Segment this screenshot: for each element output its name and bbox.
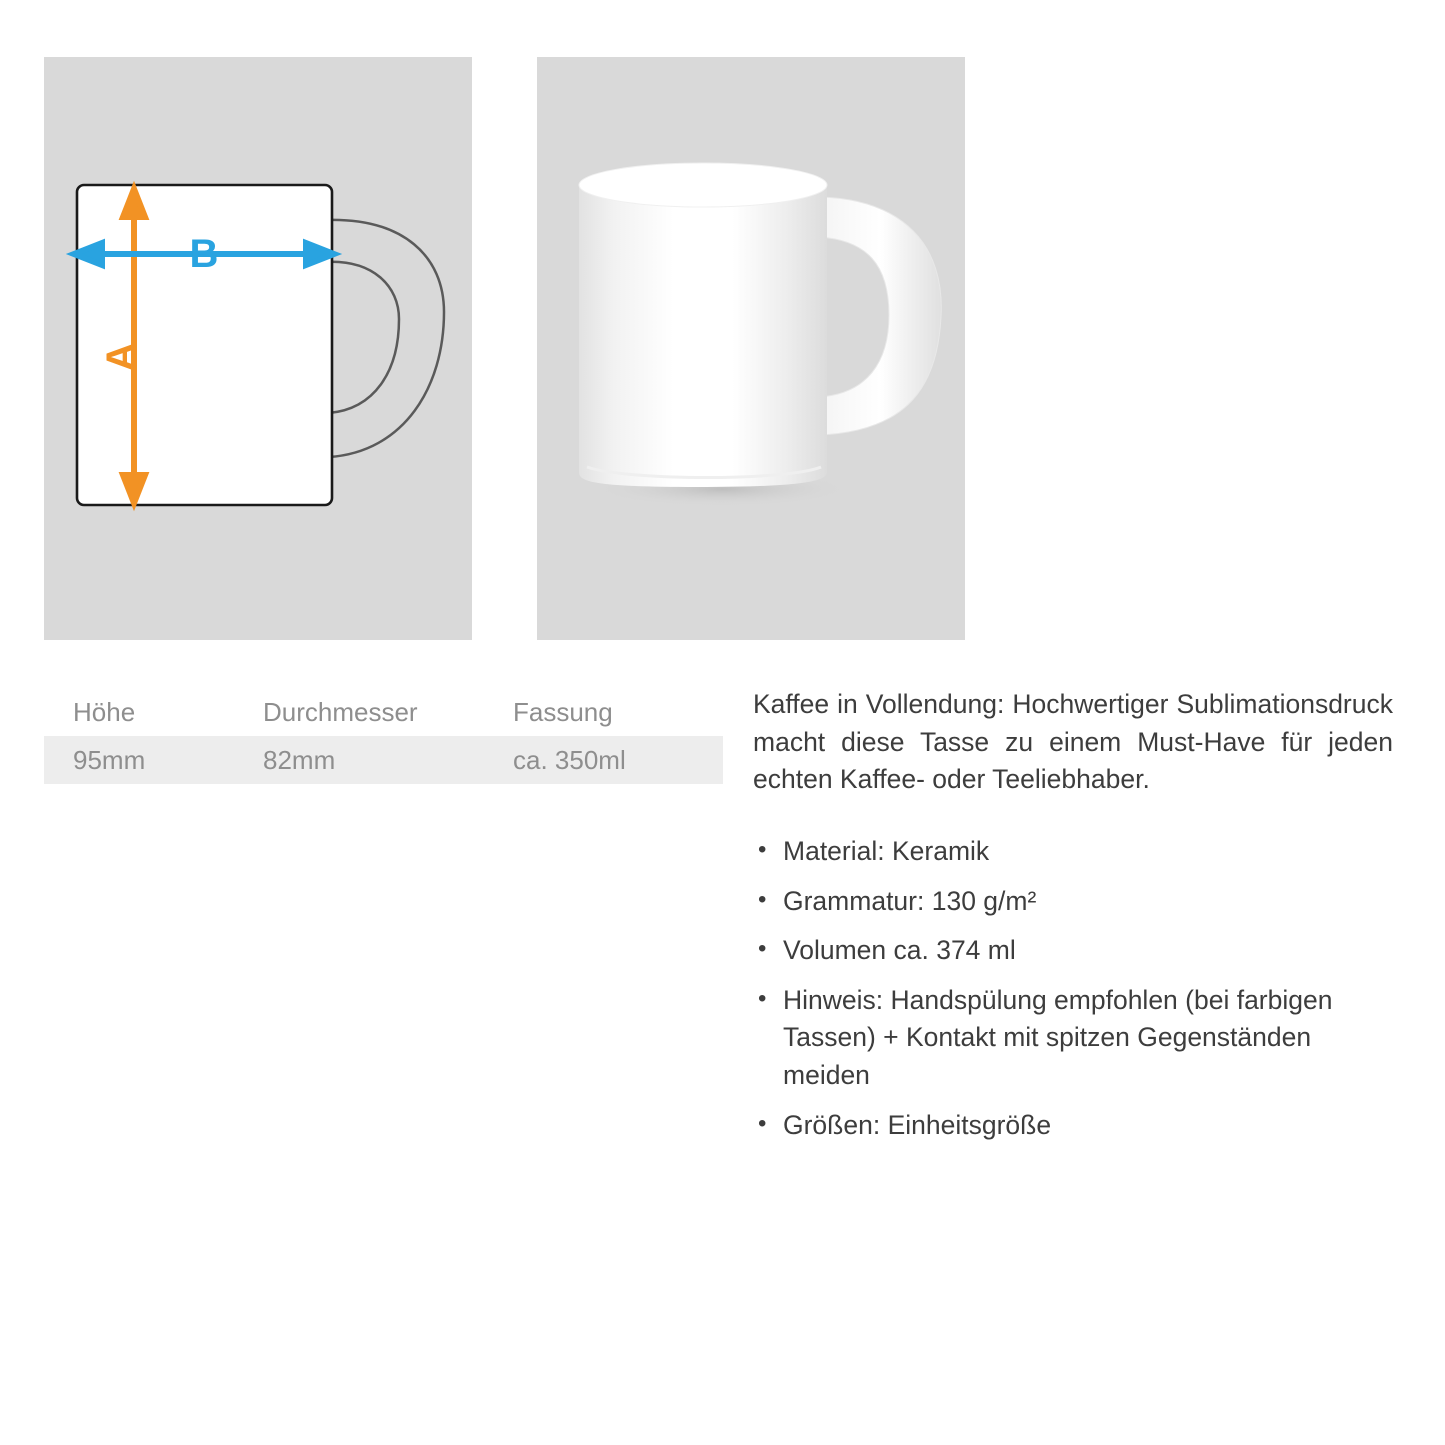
spec-table <box>44 688 723 784</box>
list-item: • Hinweis: Handspülung empfohlen (bei farbigen Tassen) + Kontakt mit spitzen Gegenständen meiden <box>753 982 1393 1095</box>
spec-value-height: 95mm <box>73 744 146 775</box>
list-item: • Grammatur: 130 g/m² <box>753 883 1393 921</box>
mug-dimension-diagram-panel <box>44 57 472 640</box>
spec-value-diameter: 82mm <box>263 744 336 775</box>
spec-header-capacity: Fassung <box>513 696 613 727</box>
diagram-label-height: A <box>99 342 143 372</box>
list-item: • Größen: Einheitsgröße <box>753 1107 1393 1145</box>
product-description <box>753 686 1393 1156</box>
list-item: • Volumen ca. 374 ml <box>753 932 1393 970</box>
product-images <box>44 57 1401 640</box>
spec-header-diameter: Durchmesser <box>263 696 418 727</box>
description-paragraph: Kaffee in Vollendung: Hochwertiger Sublimationsdruck macht diese Tasse zu einem Must-Have für jeden echten Kaffee- oder Teeliebhaber. <box>753 689 1393 795</box>
spec-value-capacity: ca. 350ml <box>513 744 626 775</box>
mug-photo-panel <box>537 57 965 640</box>
spec-table-header-row <box>44 688 723 736</box>
spec-header-height: Höhe <box>73 696 136 727</box>
spec-table-value-row <box>44 736 723 784</box>
list-item: • Material: Keramik <box>753 833 1393 871</box>
diagram-label-width: B <box>189 232 219 276</box>
description-bullet-list <box>753 833 1393 1144</box>
